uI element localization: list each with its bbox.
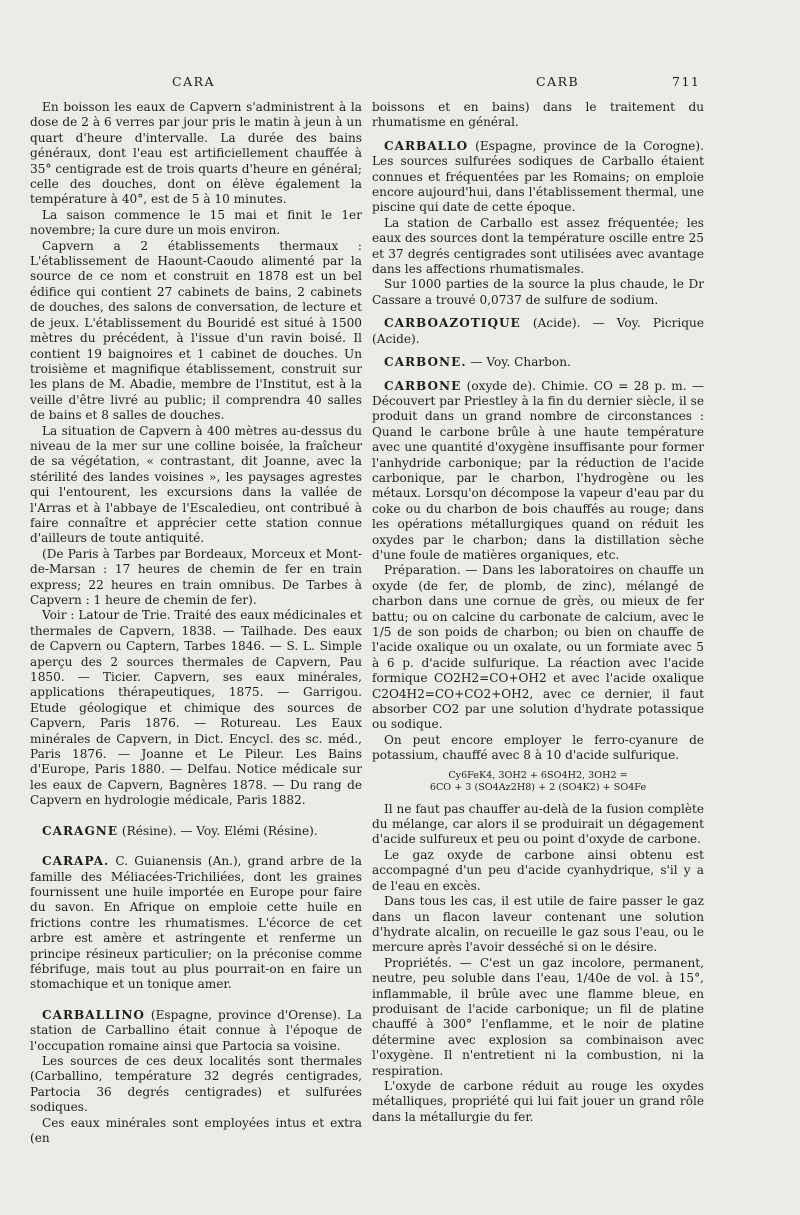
header-left-word: CARA bbox=[172, 74, 216, 89]
entry-carballo bbox=[372, 139, 704, 216]
entry-carbone-oxyde bbox=[372, 379, 704, 564]
proprietes-paragraph: Propriétés. — C'est un gaz incolore, permanent, neutre, peu soluble dans l'eau, 1/40e de vol. à 15°, inflammable, il brûle avec une flamme bleue, en produisant de l'acide carbonique; un fil de platine chauffé à 300° l'enflamme, et le noir de platine détermine avec explosion sa combinaison avec l'oxygène. Il n'entretient ni la combustion, ni la respiration. bbox=[372, 955, 704, 1078]
carapa-text: C. Guianensis (An.), grand arbre de la famille des Méliacées-Trichiliées, dont les graines fournissent une huile importée en Europe pour faire du savon. En Afrique on emploie cette huile en frictions contre les rhumatismes. L'écorce de cet arbre est amère et astringente et renferme un principe résineux particulier; on la préconise comme fébrifuge, mais tout au plus pourrait-on en faire un stomachique et un tonique amer. bbox=[30, 854, 362, 992]
headword-carbone: CARBONE. bbox=[384, 355, 467, 370]
entry-carballino bbox=[30, 1008, 362, 1054]
headword-carbone-oxyde: CARBONE bbox=[384, 378, 462, 393]
capvern-etablissements-paragraph: Capvern a 2 établissements thermaux : L'établissement de Haount-Caoudo alimenté par la source de ce nom et construit en 1878 est un bel édifice qui contient 27 cabinets de bains, 2 cabinets de douches, des salons de conversation, de lecture et de jeux. L'établissement du Bouridé est situé à 1500 mètres du précédent, à l'issue d'un ravin boisé. Il contient 19 baignoires et 1 cabinet de douches. Un troisième et magnifique établissement, construit sur les plans de M. Abadie, membre de l'Institut, est à la veille d'être livré au public; il comprendra 40 salles de bains et 8 salles de douches. bbox=[30, 238, 362, 423]
metallurgie-paragraph: L'oxyde de carbone réduit au rouge les oxydes métalliques, propriété qui lui fait jouer un grand rôle dans la métallurgie du fer. bbox=[372, 1078, 704, 1124]
right-column bbox=[372, 100, 704, 1125]
caragne-text: (Résine). — Voy. Elémi (Résine). bbox=[121, 823, 318, 838]
headword-carballino: CARBALLINO bbox=[42, 1007, 145, 1022]
entry-carapa bbox=[30, 854, 362, 993]
page-number: 711 bbox=[672, 74, 701, 89]
capvern-situation-paragraph: La situation de Capvern à 400 mètres au-dessus du niveau de la mer sur une colline boisée, la fraîcheur de sa végétation, « contrastant, dit Joanne, avec la stérilité des landes voisines », les paysages agrestes qui l'entourent, les excursions dans la vallée de l'Arras et à l'abbaye de l'Escaledieu, ont contribué à faire connaître et apprécier cette station connue d'ailleurs de toute antiquité. bbox=[30, 423, 362, 546]
carballino-continuation: boissons et en bains) dans le traitement du rhumatisme en général. bbox=[372, 100, 704, 130]
entry-carbone bbox=[372, 355, 704, 370]
carballino-usage-paragraph: Ces eaux minérales sont employées intus et extra (en bbox=[30, 1115, 362, 1145]
ferrocyanure-paragraph: On peut encore employer le ferro-cyanure de potassium, chauffé avec 8 à 10 d'acide sulfurique. bbox=[372, 732, 704, 763]
carballino-text: (Espagne, province d'Orense). La station de Carballino était connue à l'époque de l'occupation romaine ainsi que Partocia sa voisine. bbox=[30, 1007, 362, 1053]
chemical-equation bbox=[372, 770, 704, 794]
equation-line-1: Cy6FeK4, 3OH2 + 6SO4H2, 3OH2 = bbox=[448, 769, 628, 781]
capvern-boisson-paragraph: En boisson les eaux de Capvern s'administrent à la dose de 2 à 6 verres par jour pris le matin à jeun à un quart d'heure d'intervalle. La durée des bains généraux, dont l'eau est artificiellement chauffée à 35° centigrade est de trois quarts d'heure en général; celle des douches, dont on élève également la température à 40°, est de 5 à 10 minutes. bbox=[30, 100, 362, 207]
gaz-paragraph: Le gaz oxyde de carbone ainsi obtenu est accompagné d'un peu d'acide cyanhydrique, s'il y a de l'eau en excès. bbox=[372, 847, 704, 893]
capvern-itineraire-paragraph: (De Paris à Tarbes par Bordeaux, Morceux et Mont-de-Marsan : 17 heures de chemin de fer en train express; 22 heures en train omnibus. De Tarbes à Capvern : 1 heure de chemin de fer). bbox=[30, 546, 362, 607]
carballino-sources-paragraph: Les sources de ces deux localités sont thermales (Carballino, température 32 degrés centigrades, Partocia 36 degrés centigrades) et sulfurées sodiques. bbox=[30, 1053, 362, 1115]
entry-carboazotique bbox=[372, 316, 704, 347]
headword-carballo: CARBALLO bbox=[384, 138, 469, 153]
carballo-station-paragraph: La station de Carballo est assez fréquentée; les eaux des sources dont la température oscille entre 25 et 37 degrés centigrades sont utilisées avec avantage dans les affections rhumatismales. bbox=[372, 215, 704, 277]
equation-line-2: 6CO + 3 (SO4Az2H8) + 2 (SO4K2) + SO4Fe bbox=[429, 781, 647, 793]
capvern-bibliography: Voir : Latour de Trie. Traité des eaux médicinales et thermales de Capvern, 1838. — Tailhade. Des eaux de Capvern ou Captern, Tarbes 1846. — S. L. Simple aperçu des 2 sources thermales de Capvern, Pau 1850. — Ticier. Capvern, ses eaux minérales, applications thérapeutiques, 1875. — Garrigou. Etude géologique et chimique des sources de Capvern, Paris 1876. — Rotureau. Les Eaux minérales de Capvern, in Dict. Encycl. des sc. méd., Paris 1876. — Joanne et Le Pileur. Les Bains d'Europe, Paris 1880. — Delfau. Notice médicale sur les eaux de Capvern, Bagnères 1878. — Du rang de Capvern en hydrologie médicale, Paris 1882. bbox=[30, 608, 362, 808]
capvern-saison-paragraph: La saison commence le 15 mai et finit le 1er novembre; la cure dure un mois environ. bbox=[30, 207, 362, 238]
header-center-word: CARB bbox=[536, 74, 580, 89]
preparation-paragraph: Préparation. — Dans les laboratoires on chauffe un oxyde (de fer, de plomb, de zinc), mélangé de charbon dans une cornue de grès, ou mieux de fer battu; ou on calcine du carbonate de calcium, avec le 1/5 de son poids de charbon; ou bien on chauffe de l'acide oxalique ou un oxalate, ou un formiate avec 5 à 6 p. d'acide sulfurique. La réaction avec l'acide formique CO2H2=CO+OH2 et avec l'acide oxalique C2O4H2=CO+CO2+OH2, avec ce dernier, il faut absorber CO2 par une solution d'hydrate potassique ou sodique. bbox=[372, 563, 704, 732]
chauffer-paragraph: Il ne faut pas chauffer au-delà de la fusion complète du mélange, car alors il se produirait un dégagement d'acide sulfureux et peu ou point d'oxyde de carbone. bbox=[372, 801, 704, 847]
carbone-oxyde-intro: (oxyde de). Chimie. CO = 28 p. m. — Découvert par Priestley à la fin du dernier siècle, il se produit dans un grand nombre de circonstances : Quand le carbone brûle à une haute température avec une quantité d'oxygène insuffisante pour former l'anhydride carbonique; par la réduction de l'acide carbonique, par le charbon, l'hydrogène ou les métaux. Lorsqu'on décompose la vapeur d'eau par du coke ou du charbon de bois chauffés au rouge; dans les opérations métallurgiques quand on réduit les oxydes par le charbon; dans la distillation sèche d'une foule de matières organiques, etc. bbox=[372, 378, 704, 562]
carboazotique-text: (Acide). — Voy. Picrique (Acide). bbox=[372, 316, 704, 346]
carbone-text: — Voy. Charbon. bbox=[470, 355, 571, 370]
headword-carapa: CARAPA. bbox=[42, 854, 110, 869]
left-column bbox=[30, 100, 362, 1146]
carballo-analysis-paragraph: Sur 1000 parties de la source la plus chaude, le Dr Cassare a trouvé 0,0737 de sulfure de sodium. bbox=[372, 277, 704, 307]
tous-les-cas-paragraph: Dans tous les cas, il est utile de faire passer le gaz dans un flacon laveur contenant une solution d'hydrate alcalin, on recueille le gaz sous l'eau, ou le mercure après l'avoir desséché si on le désire. bbox=[372, 894, 704, 955]
entry-caragne bbox=[30, 824, 362, 839]
headword-caragne: CARAGNE bbox=[42, 823, 119, 838]
carballo-text: (Espagne, province de la Corogne). Les sources sulfurées sodiques de Carballo étaient connues et fréquentées par les Romains; on emploie encore aujourd'hui, dans l'établissement thermal, une piscine qui date de cette époque. bbox=[372, 138, 704, 215]
headword-carboazotique: CARBOAZOTIQUE bbox=[384, 316, 521, 331]
